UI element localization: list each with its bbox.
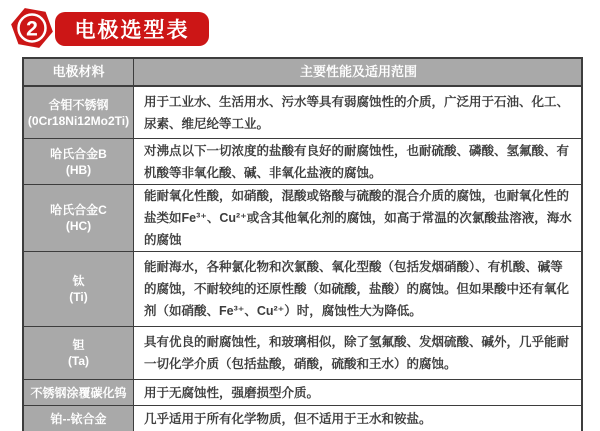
material-cell: [24, 327, 134, 379]
title-banner: [55, 12, 209, 46]
column-header-material: 电极材料: [24, 59, 134, 85]
material-name: 不锈钢涂覆碳化钨: [30, 385, 127, 400]
electrode-table: [22, 57, 583, 431]
material-grade: (HB): [65, 162, 92, 177]
material-name: 哈氏合金B: [50, 146, 107, 161]
description-cell: 具有优良的耐腐蚀性，和玻璃相似，除了氢氟酸、发烟硫酸、碱外，几乎能耐一切化学介质（包括盐酸，硝酸，硫酸和王水）的腐蚀。: [144, 335, 570, 371]
table-row: [24, 87, 581, 139]
table-row: [24, 327, 581, 380]
material-cell: [24, 380, 134, 405]
material-name: 含钼不锈钢: [48, 97, 109, 112]
table-row: [24, 185, 581, 252]
material-name: 钽: [72, 338, 85, 352]
table-row: [24, 380, 581, 406]
page-title: 电极选型表: [74, 19, 190, 42]
description-cell: 能耐海水，各种氯化物和次氯酸、氧化型酸（包括发烟硝酸）、有机酸、碱等的腐蚀，不耐较纯的还原性酸（如硫酸，盐酸）的腐蚀。但如果酸中还有氧化剂（如硝酸、Fe³⁺、Cu²⁺）时，腐蚀性大为降低。: [144, 260, 570, 318]
badge-number: 2: [26, 17, 38, 41]
table-row: [24, 139, 581, 185]
description-cell: 用于无腐蚀性，强磨损型介质。: [144, 385, 320, 400]
material-name: 铂--铱合金: [50, 412, 107, 426]
table-row: [24, 406, 581, 431]
material-grade: (Ta): [67, 354, 90, 368]
material-grade: (HC): [65, 219, 92, 233]
table-header-row: [24, 59, 581, 87]
material-name: 钛: [72, 274, 85, 288]
material-cell: [24, 252, 134, 326]
material-name: 哈氏合金C: [50, 203, 107, 217]
description-cell: 能耐氧化性酸，如硝酸，混酸或铬酸与硫酸的混合介质的腐蚀，也耐氧化性的盐类如Fe³⁺、Cu²⁺或含其他氧化剂的腐蚀，如高于常温的次氯酸盐溶液，海水的腐蚀: [144, 189, 572, 247]
material-grade: (0Cr18Ni12Mo2Ti): [27, 113, 130, 128]
material-cell: [24, 406, 134, 431]
hexagon-badge-icon: [6, 4, 58, 52]
description-cell: 几乎适用于所有化学物质，但不适用于王水和铵盐。: [144, 412, 432, 426]
description-cell: 对沸点以下一切浓度的盐酸有良好的耐腐蚀性，也耐硫酸、磷酸、氢氟酸、有机酸等非氧化酸、碱、非氧化盐液的腐蚀。: [144, 143, 570, 180]
material-cell: [24, 87, 134, 138]
table-row: [24, 252, 581, 327]
material-cell: [24, 185, 134, 251]
material-cell: [24, 139, 134, 184]
description-cell: 用于工业水、生活用水、污水等具有弱腐蚀性的介质，广泛用于石油、化工、尿素、维尼纶等工业。: [144, 94, 570, 131]
material-grade: (Ti): [69, 290, 88, 304]
column-header-performance: 主要性能及适用范围: [134, 59, 581, 85]
